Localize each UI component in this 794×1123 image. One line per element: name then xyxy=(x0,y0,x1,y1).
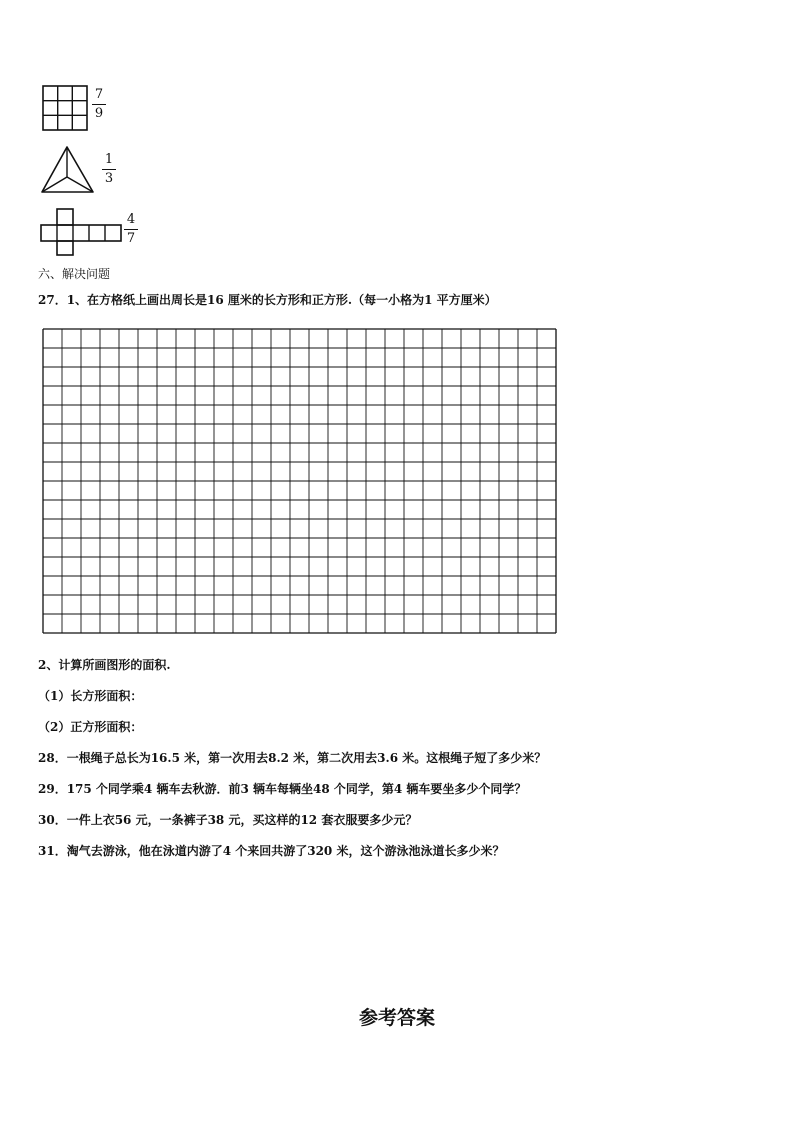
fraction-2-denominator: 3 xyxy=(104,171,114,186)
fraction-2 xyxy=(101,153,117,186)
fraction-3 xyxy=(123,213,139,246)
fraction-bar xyxy=(124,229,138,230)
question-27-sub-2: （2）正方形面积： xyxy=(38,720,143,734)
fraction-1-denominator: 9 xyxy=(94,106,104,121)
grid-3x3-figure xyxy=(42,85,88,131)
fraction-bar xyxy=(102,169,116,170)
grid-paper xyxy=(42,328,557,634)
fraction-3-numerator: 4 xyxy=(126,212,136,227)
fraction-3-denominator: 7 xyxy=(126,231,136,246)
fraction-2-numerator: 1 xyxy=(104,152,114,167)
fraction-1 xyxy=(91,88,107,121)
fraction-1-numerator: 7 xyxy=(94,87,104,102)
cube-net-figure xyxy=(40,207,122,257)
answer-title: 参考答案 xyxy=(358,1007,435,1029)
question-27: 27．1、在方格纸上画出周长是16 厘米的长方形和正方形.（每一小格为1 平方厘米） xyxy=(38,293,497,307)
question-27-part-2: 2、计算所画图形的面积. xyxy=(38,658,171,672)
question-27-sub-1: （1）长方形面积： xyxy=(38,689,143,703)
section-heading: 六、解决问题 xyxy=(38,267,111,281)
fraction-bar xyxy=(92,104,106,105)
question-29: 29．175 个同学乘4 辆车去秋游．前3 辆车每辆坐48 个同学，第4 辆车要坐多少个同学？ xyxy=(38,782,527,796)
question-31: 31．淘气去游泳，他在泳道内游了4 个来回共游了320 米，这个游泳池泳道长多少米？ xyxy=(38,844,505,858)
question-30: 30．一件上衣56 元，一条裤子38 元，买这样的12 套衣服要多少元？ xyxy=(38,813,418,827)
question-28: 28．一根绳子总长为16.5 米，第一次用去8.2 米，第二次用去3.6 米。这根绳子短了多少米？ xyxy=(38,751,547,765)
triangle-divided-figure xyxy=(40,145,96,195)
